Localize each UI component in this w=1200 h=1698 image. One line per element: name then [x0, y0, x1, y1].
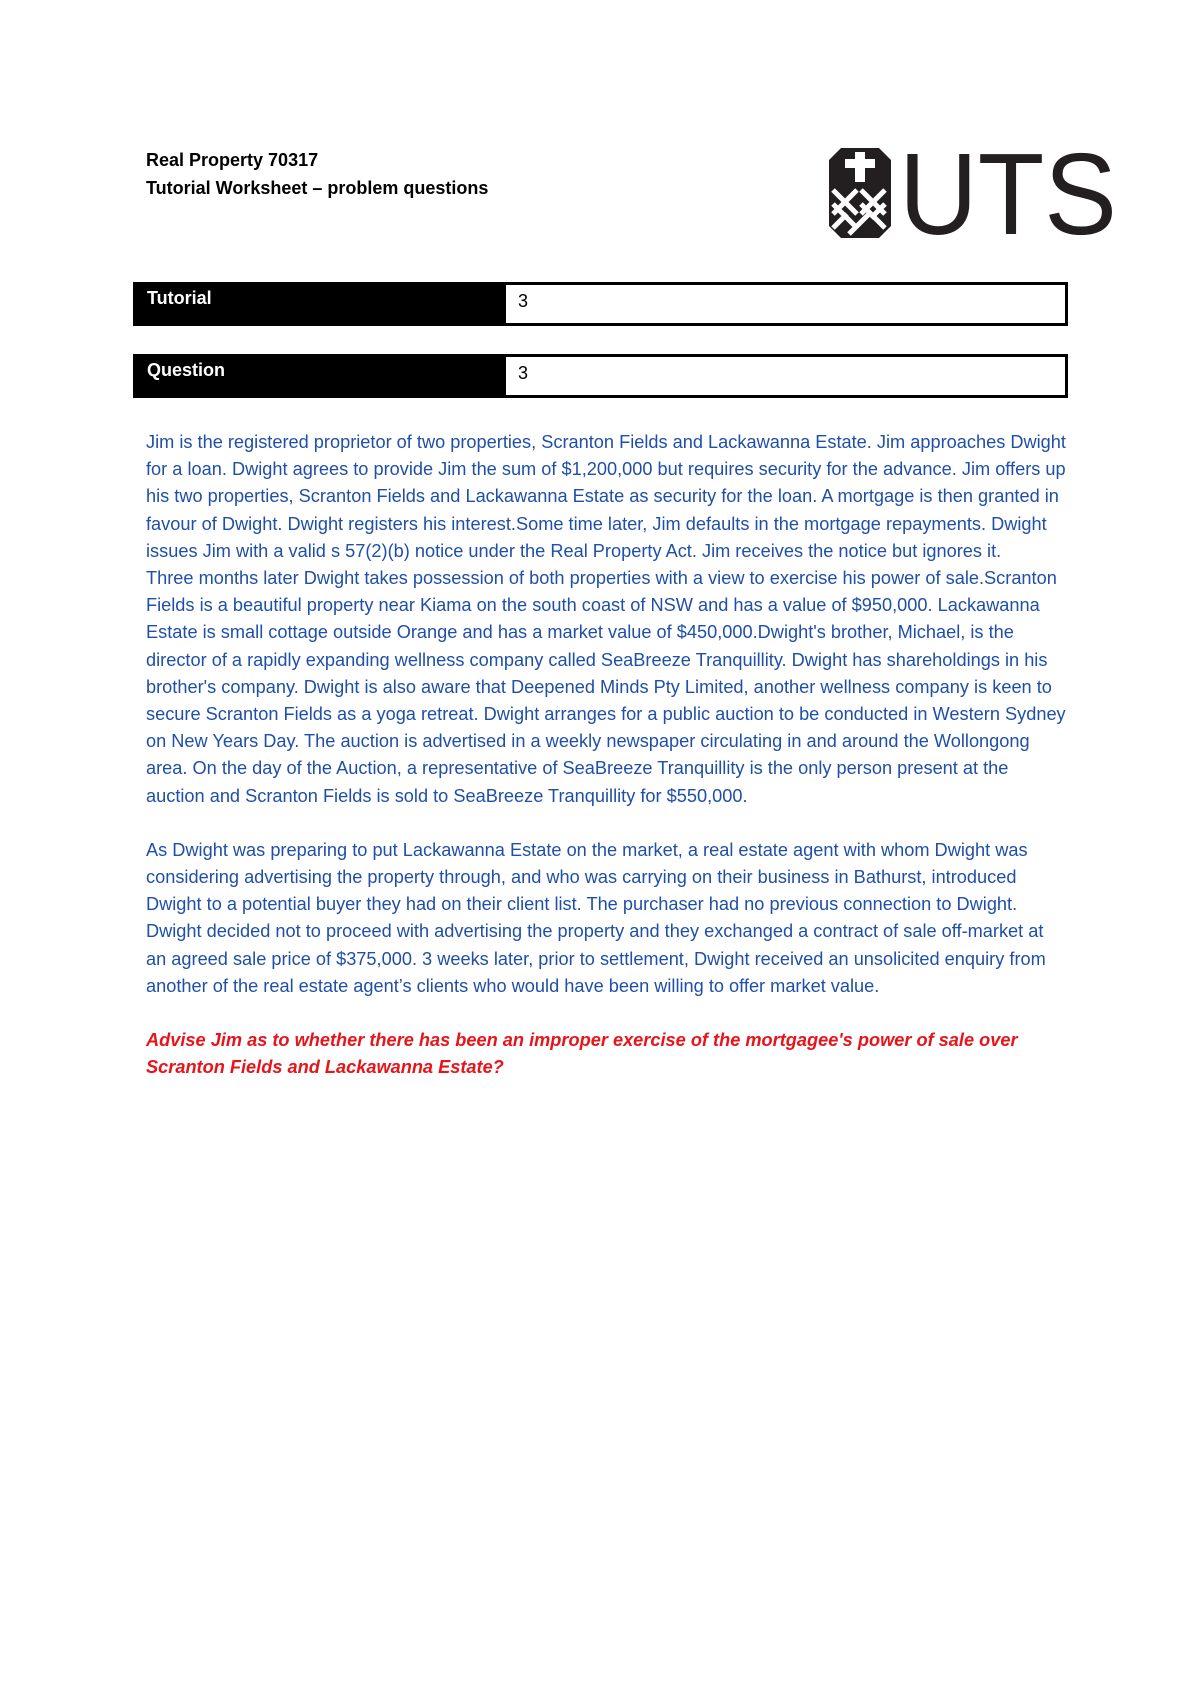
problem-text — [146, 429, 1066, 1081]
question-value: 3 — [506, 354, 1068, 398]
document-header — [146, 146, 488, 202]
paragraph-spacer — [146, 1000, 1066, 1027]
uts-logo-text: UTS — [899, 146, 1117, 240]
paragraph-2: Three months later Dwight takes possession of both properties with a view to exercise his power of sale.Scranton Fields is a beautiful property near Kiama on the south coast of NSW and has a value of $950,000. Lackawanna Estate is small cottage outside Orange and has a market value of $450,000.Dwight's brother, Michael, is the director of a rapidly expanding wellness company called SeaBreeze Tranquillity. Dwight has shareholdings in his brother's company. Dwight is also aware that Deepened Minds Pty Limited, another wellness company is keen to secure Scranton Fields as a yoga retreat. Dwight arranges for a public auction to be conducted in Western Sydney on New Years Day. The auction is advertised in a weekly newspaper circulating in and around the Wollongong area. On the day of the Auction, a representative of SeaBreeze Tranquillity is the only person present at the auction and Scranton Fields is sold to SeaBreeze Tranquillity for $550,000. — [146, 568, 1066, 806]
question-prompt: Advise Jim as to whether there has been an improper exercise of the mortgagee's power of sale over Scranton Fields and Lackawanna Estate? — [146, 1030, 1018, 1078]
question-row — [133, 354, 1068, 398]
tutorial-value: 3 — [506, 282, 1068, 326]
tutorial-row — [133, 282, 1068, 326]
paragraph-3: As Dwight was preparing to put Lackawanna Estate on the market, a real estate agent with whom Dwight was considering advertising the property through, and who was carrying on their business in Bathurst, introduced Dwight to a potential buyer they had on their client list. The purchaser had no previous connection to Dwight. Dwight decided not to proceed with advertising the property and they exchanged a contract of sale off-market at an agreed sale price of $375,000. 3 weeks later, prior to settlement, Dwight received an unsolicited enquiry from another of the real estate agent’s clients who would have been willing to offer market value. — [146, 839, 1046, 996]
uts-emblem-icon — [829, 148, 891, 238]
tutorial-label: Tutorial — [133, 282, 506, 326]
paragraph-1: Jim is the registered proprietor of two properties, Scranton Fields and Lackawanna Estate. Jim approaches Dwight for a loan. Dwight agrees to provide Jim the sum of $1,200,000 but requires security for the advance. Jim offers up his two properties, Scranton Fields and Lackawanna Estate as security for the loan. A mortgage is then granted in favour of Dwight. Dwight registers his interest.Some time later, Jim defaults in the mortgage repayments. Dwight issues Jim with a valid s 57(2)(b) notice under the Real Property Act. Jim receives the notice but ignores it. — [146, 432, 1066, 561]
paragraph-spacer — [146, 810, 1066, 837]
worksheet-title: Tutorial Worksheet – problem questions — [146, 178, 489, 198]
question-label: Question — [133, 354, 506, 398]
uts-logo — [827, 146, 1120, 240]
course-title: Real Property 70317 — [146, 150, 319, 170]
